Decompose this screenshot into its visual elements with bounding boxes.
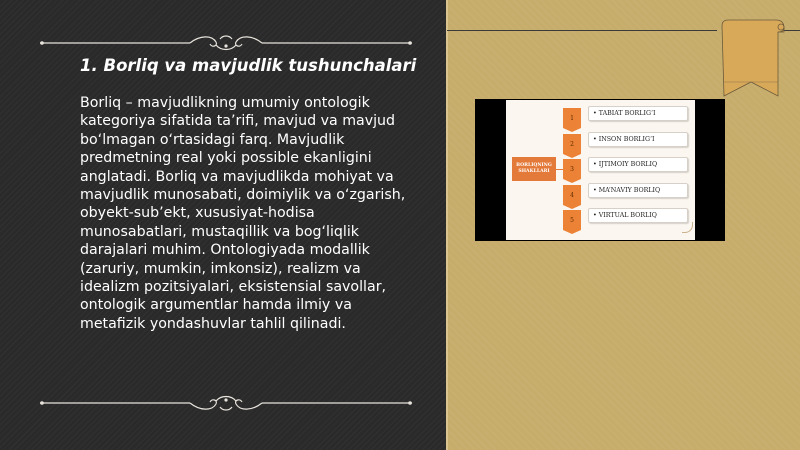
bookmark-ribbon-icon — [720, 18, 788, 98]
ribbon-line — [447, 30, 717, 31]
diagram-number-badge: 2 — [563, 134, 581, 154]
diagram-number-badge: 3 — [563, 159, 581, 179]
diagram-item: • TABIAT BORLIG‘I — [588, 106, 688, 121]
scroll-ornament-icon — [40, 33, 412, 53]
diagram-item: • IJTIMOIY BORLIQ — [588, 157, 688, 172]
diagram-item: • INSON BORLIG‘I — [588, 132, 688, 147]
diagram-number-badge: 5 — [563, 210, 581, 230]
scroll-ornament-icon — [40, 393, 412, 413]
panel-divider — [446, 0, 448, 450]
diagram-canvas — [506, 100, 695, 240]
diagram-number-badge: 1 — [563, 108, 581, 128]
page-curl — [682, 222, 693, 233]
diagram-center-label: BORLIQNING SHAKLLARI — [512, 157, 556, 181]
diagram-item: • MA’NAVIY BORLIQ — [588, 183, 688, 198]
diagram-connector — [556, 169, 563, 170]
slide-title: 1. Borliq va mavjudlik tushunchalari — [80, 56, 417, 75]
diagram-image — [475, 99, 725, 241]
slide-body-text: Borliq – mavjudlikning umumiy ontologik kategoriya sifatida ta’rifi, mavjud va mavjud bo‘lmagan o‘rtasidagi farq. Mavjudlik predmetning real yoki possible ekanligini anglatadi. Borliq va mavjudlikda mohiyat va mavjudlik munosabati, doimiylik va o‘zgarish, obyekt-sub’ekt, xususiyat-hodisa munosabatlari, mustaqillik va bog‘liqlik darajalari muhim. Ontologiyada modallik (zaruriy, mumkin, imkonsiz), realizm va idealizm pozitsiyalari, eksistensial savollar, ontologik argumentlar hamda ilmiy va metafizik yondashuvlar tahlil qilinadi. — [80, 95, 406, 332]
diagram-item: • VIRTUAL BORLIQ — [588, 208, 688, 223]
diagram-number-badge: 4 — [563, 185, 581, 205]
